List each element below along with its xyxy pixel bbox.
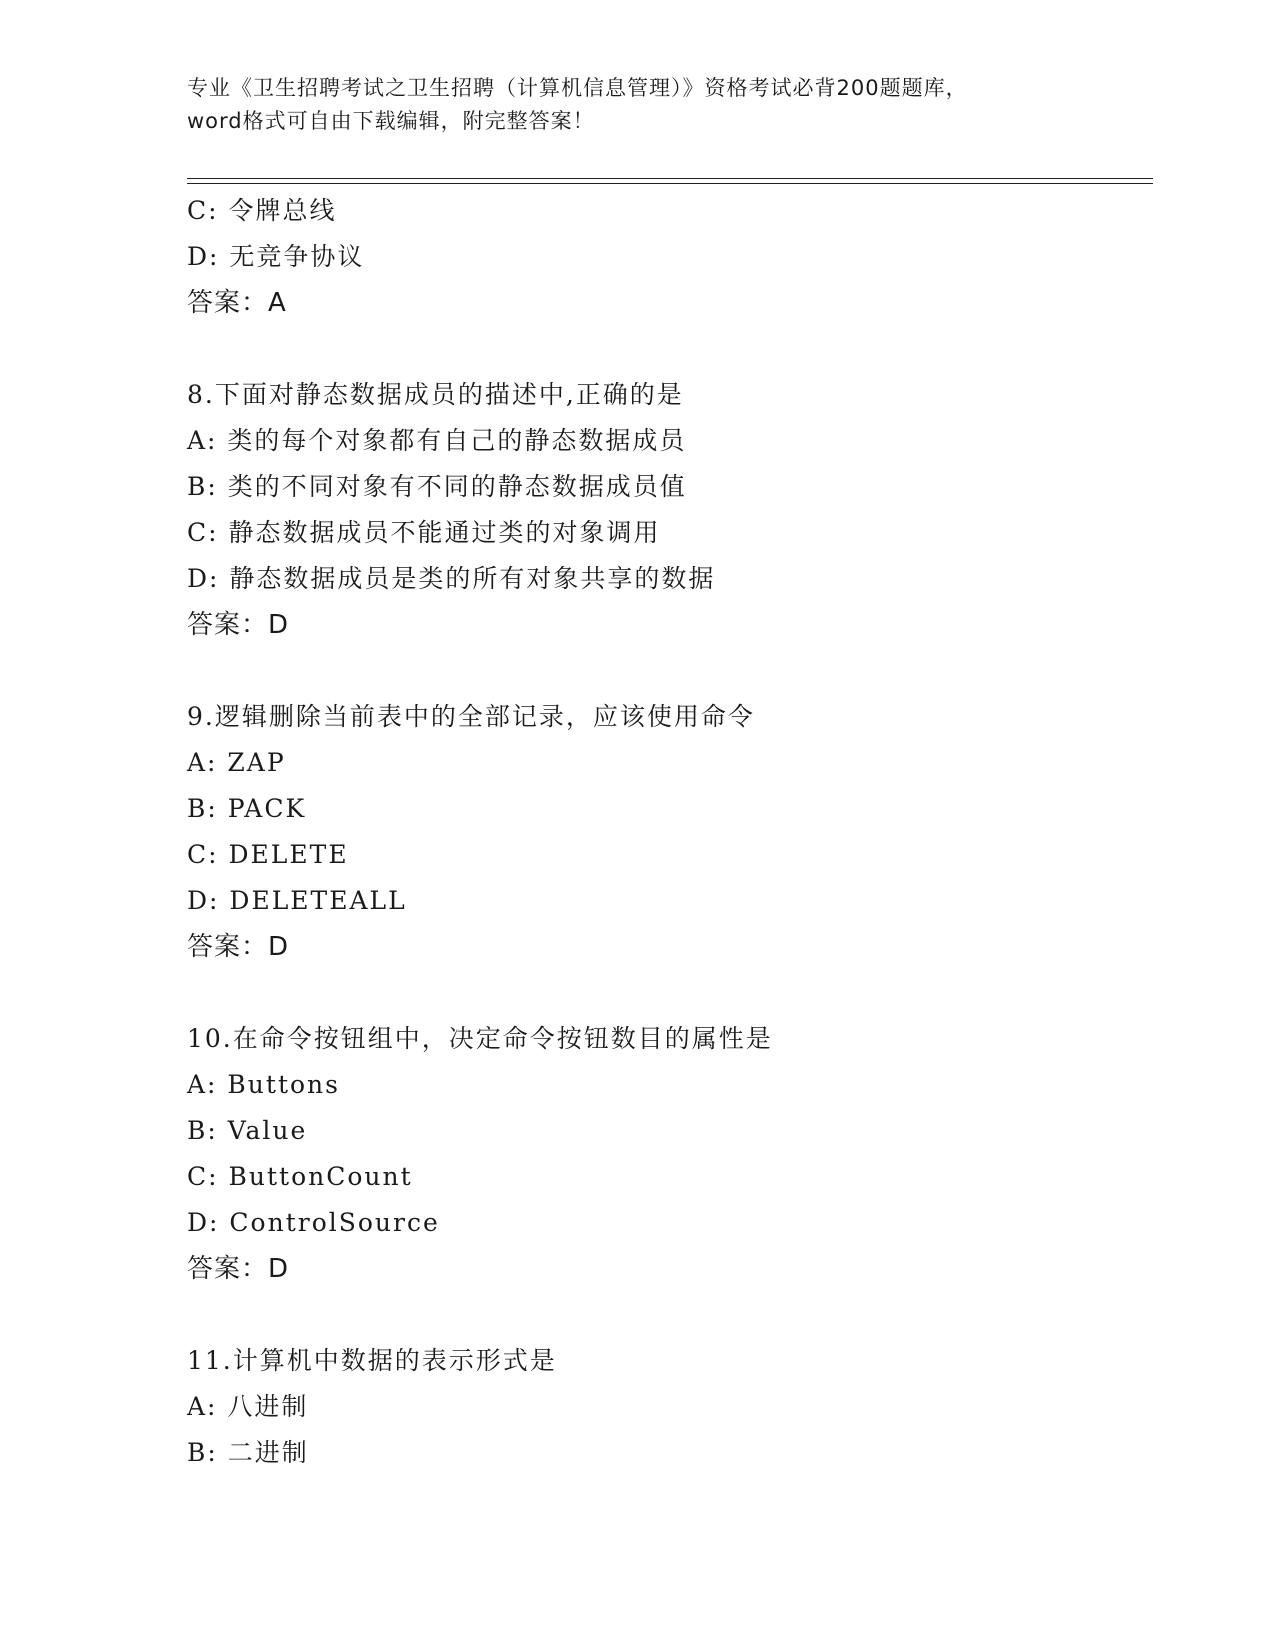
option-d: D: 静态数据成员是类的所有对象共享的数据 (187, 564, 716, 593)
question-block-10 (187, 1016, 1147, 1292)
question-stem: 8.下面对静态数据成员的描述中,正确的是 (187, 380, 684, 409)
option-c: C: DELETE (187, 840, 349, 869)
answer-line: 答案：D (187, 1254, 290, 1284)
document-header (187, 72, 1087, 138)
question-stem: 9.逻辑删除当前表中的全部记录，应该使用命令 (187, 702, 755, 731)
question-stem: 10.在命令按钮组中，决定命令按钮数目的属性是 (187, 1024, 773, 1053)
option-b: B: 类的不同对象有不同的静态数据成员值 (187, 472, 687, 501)
option-b: B: 二进制 (187, 1438, 309, 1467)
question-block-7 (187, 188, 1147, 326)
header-divider-top (187, 178, 1153, 179)
question-stem: 11.计算机中数据的表示形式是 (187, 1346, 557, 1375)
question-block-8 (187, 372, 1147, 648)
spacer (187, 648, 1147, 694)
option-d: D: DELETEALL (187, 886, 407, 915)
header-line-2: word格式可自由下载编辑，附完整答案！ (187, 109, 595, 133)
option-a: A: 八进制 (187, 1392, 309, 1421)
answer-line: 答案：D (187, 932, 290, 962)
header-divider-bottom (187, 183, 1153, 184)
option-b: B: PACK (187, 794, 307, 823)
option-a: A: 类的每个对象都有自己的静态数据成员 (187, 426, 687, 455)
option-c: C: 令牌总线 (187, 196, 337, 225)
answer-line: 答案：A (187, 288, 287, 318)
spacer (187, 1292, 1147, 1338)
header-line-1: 专业《卫生招聘考试之卫生招聘（计算机信息管理）》资格考试必背200题题库， (187, 76, 968, 100)
question-list (187, 188, 1147, 1476)
question-block-11 (187, 1338, 1147, 1476)
option-d: D: ControlSource (187, 1208, 440, 1237)
option-c: C: ButtonCount (187, 1162, 413, 1191)
spacer (187, 326, 1147, 372)
question-block-9 (187, 694, 1147, 970)
spacer (187, 970, 1147, 1016)
option-c: C: 静态数据成员不能通过类的对象调用 (187, 518, 661, 547)
option-b: B: Value (187, 1116, 308, 1145)
option-a: A: Buttons (187, 1070, 340, 1099)
answer-line: 答案：D (187, 610, 290, 640)
option-d: D: 无竞争协议 (187, 242, 365, 271)
option-a: A: ZAP (187, 748, 286, 777)
